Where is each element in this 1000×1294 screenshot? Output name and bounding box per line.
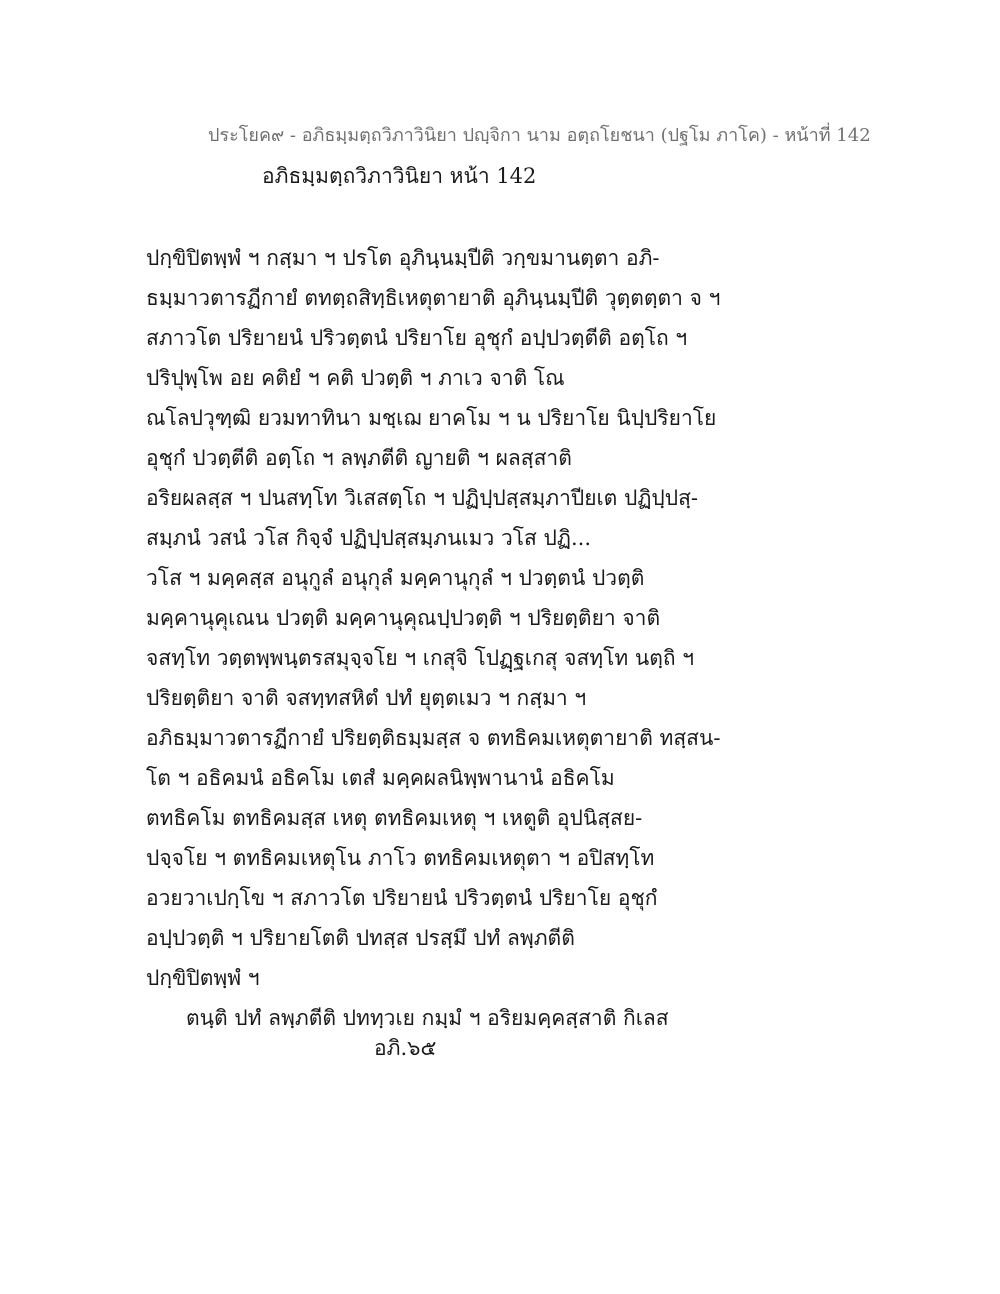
body-line: โต ฯ อธิคมนํ อธิคโม เตสํ มคฺคผลนิพฺพานานํ อธิคโม (146, 766, 615, 790)
body-line: สภาวโต ปริยายนํ ปริวตฺตนํ ปริยาโย อุชุกํ อปฺปวตฺตีติ อตฺโถ ฯ (146, 326, 688, 350)
body-line: อภิธมฺมาวตารฏีกายํ ปริยตฺติธมฺมสฺส จ ตทธิคมเหตุตายาติ ทสฺสน- (146, 726, 721, 750)
body-line: สมฺภนํ วสนํ วโส กิจฺจํ ปฏิปฺปสฺสมฺภนเมว วโส ปฏิ... (146, 526, 592, 550)
running-header: ประโยค๙ - อภิธมฺมตฺถวิภาวินิยา ปญฺจิกา นาม อตฺถโยชนา (ปฐโม ภาโค) - หน้าที่ 142 (208, 125, 871, 146)
body-line: ปจฺจโย ฯ ตทธิคมเหตุโน ภาโว ตทธิคมเหตุตา ฯ อปิสทฺโท (146, 846, 655, 870)
page-footer-mark: อภิ.๖๕ (374, 1036, 437, 1060)
body-line: ธมฺมาวตารฏีกายํ ตทตฺถสิทฺธิเหตุตายาติ อุภินฺนมฺปีติ วุตฺตตฺตา จ ฯ (146, 286, 721, 310)
body-line-indented: ตนฺติ ปทํ ลพฺภตีติ ปททฺวเย กมฺมํ ฯ อริยมคฺคสฺสาติ กิเลส (186, 1006, 669, 1030)
body-line: ปริปุพฺโพ อย คติยํ ฯ คติ ปวตฺติ ฯ ภาเว จาติ โณ (146, 366, 565, 390)
body-line: อปฺปวตฺติ ฯ ปริยายโตติ ปทสฺส ปรสฺมึ ปทํ ลพฺภตีติ (146, 926, 575, 950)
body-line: ปกฺขิปิตพฺพํ ฯ (146, 966, 260, 990)
body-line: อวยวาเปกฺโข ฯ สภาวโต ปริยายนํ ปริวตฺตนํ ปริยาโย อุชุกํ (146, 886, 658, 910)
body-line: ปริยตฺติยา จาติ จสทฺทสหิตํ ปทํ ยุตฺตเมว ฯ กสฺมา ฯ (146, 686, 587, 710)
body-line: ตทธิคโม ตทธิคมสฺส เหตุ ตทธิคมเหตุ ฯ เหตูติ อุปนิสฺสย- (146, 806, 643, 830)
body-line: ปกฺขิปิตพฺพํ ฯ กสฺมา ฯ ปรโต อุภินฺนมฺปีติ วกฺขมานตฺตา อภิ- (146, 246, 660, 270)
body-text (146, 238, 846, 1038)
page-title: อภิธมฺมตฺถวิภาวินิยา หน้า 142 (262, 164, 537, 188)
body-line: อุชุกํ ปวตฺตีติ อตฺโถ ฯ ลพฺภตีติ ญายติ ฯ ผลสฺสาติ (146, 446, 572, 470)
body-line: มคฺคานุคุเณน ปวตฺติ มคฺคานุคุณปฺปวตฺติ ฯ ปริยตฺติยา จาติ (146, 606, 661, 630)
body-line: อริยผลสฺส ฯ ปนสทฺโท วิเสสตฺโถ ฯ ปฏิปฺปสฺสมฺภาปียเต ปฏิปฺปสฺ- (146, 486, 698, 510)
body-line: วโส ฯ มคฺคสฺส อนุกูลํ อนุกุลํ มคฺคานุกุลํ ฯ ปวตฺตนํ ปวตฺติ (146, 566, 645, 590)
body-line: จสทฺโท วตฺตพฺพนฺตรสมุจฺจโย ฯ เกสุจิ โปฏฺฐเกสุ จสทฺโท นตฺถิ ฯ (146, 646, 695, 670)
body-line: ณโลปวุฑฺฒิ ยวมทาทินา มชฺเฌ ยาคโม ฯ น ปริยาโย นิปฺปริยาโย (146, 406, 717, 430)
